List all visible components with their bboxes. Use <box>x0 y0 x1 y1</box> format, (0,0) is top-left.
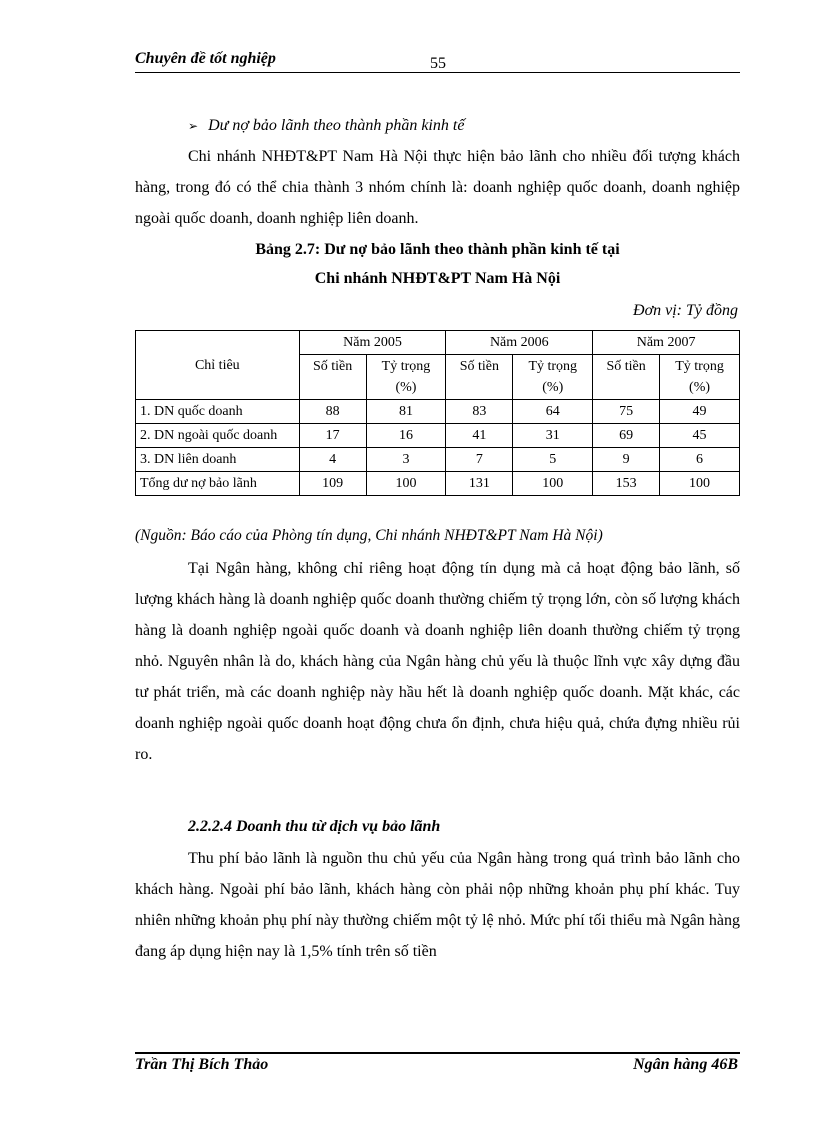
cell: 41 <box>446 424 513 448</box>
cell: 88 <box>299 400 366 424</box>
header-title: Chuyên đề tốt nghiệp <box>135 50 276 67</box>
cell: 5 <box>513 448 593 472</box>
row-label: Tổng dư nợ bảo lãnh <box>136 472 300 496</box>
cell: 17 <box>299 424 366 448</box>
cell: 69 <box>593 424 660 448</box>
header-year: Năm 2007 <box>593 331 740 355</box>
arrow-bullet-icon: ➢ <box>188 119 199 133</box>
intro-paragraph <box>135 141 740 234</box>
intro-text: Chi nhánh NHĐT&PT Nam Hà Nội thực hiện bảo lãnh cho nhiều đối tượng khách hàng, trong đó có thể chia thành 3 nhóm chính là: doanh nghiệp quốc doanh, doanh nghiệp ngoài quốc doanh, doanh nghiệp liên doanh. <box>135 148 740 227</box>
table-title-line1: Bảng 2.7: Dư nợ bảo lãnh theo thành phần kinh tế tại <box>255 241 620 258</box>
subheader-amount: Số tiền <box>593 355 660 400</box>
bullet-heading <box>188 117 464 135</box>
cell: 45 <box>660 424 740 448</box>
footer-author: Trần Thị Bích Thảo <box>135 1056 269 1073</box>
cell: 4 <box>299 448 366 472</box>
fee-paragraph <box>135 843 740 967</box>
cell: 83 <box>446 400 513 424</box>
cell: 109 <box>299 472 366 496</box>
subheader-share: Tỷ trọng (%) <box>660 355 740 400</box>
cell: 9 <box>593 448 660 472</box>
table-row <box>136 448 740 472</box>
cell: 153 <box>593 472 660 496</box>
table-header-row <box>136 331 740 355</box>
cell: 31 <box>513 424 593 448</box>
subheader-amount: Số tiền <box>446 355 513 400</box>
cell: 100 <box>660 472 740 496</box>
table-total-row <box>136 472 740 496</box>
table-row <box>136 424 740 448</box>
footer-class: Ngân hàng 46B <box>633 1056 738 1073</box>
cell: 6 <box>660 448 740 472</box>
subheader-share: Tỷ trọng (%) <box>366 355 446 400</box>
cell: 100 <box>366 472 446 496</box>
guarantee-table <box>135 330 740 496</box>
cell: 64 <box>513 400 593 424</box>
header-divider <box>135 72 740 73</box>
row-label: 1. DN quốc doanh <box>136 400 300 424</box>
cell: 16 <box>366 424 446 448</box>
footer-divider <box>135 1052 740 1054</box>
table-row <box>136 400 740 424</box>
cell: 49 <box>660 400 740 424</box>
subheader-share: Tỷ trọng (%) <box>513 355 593 400</box>
cell: 100 <box>513 472 593 496</box>
header-year: Năm 2005 <box>299 331 446 355</box>
unit-label: Đơn vị: Tỷ đồng <box>633 302 738 319</box>
bullet-heading-text: Dư nợ bảo lãnh theo thành phần kinh tế <box>208 117 465 134</box>
subheader-amount: Số tiền <box>299 355 366 400</box>
section-heading: 2.2.2.4 Doanh thu từ dịch vụ bảo lãnh <box>188 818 441 835</box>
analysis-text: Tại Ngân hàng, không chỉ riêng hoạt động tín dụng mà cả hoạt động bảo lãnh, số lượng khách hàng là doanh nghiệp quốc doanh thường chiếm tỷ trọng lớn, còn số lượng khách hàng là doanh nghiệp ngoài quốc doanh và doanh nghiệp liên doanh thường chiếm tỷ trọng nhỏ. Nguyên nhân là do, khách hàng của Ngân hàng chủ yếu là thuộc lĩnh vực xây dựng đầu tư phát triển, mà các doanh nghiệp này hầu hết là doanh nghiệp quốc doanh. Mặt khác, các doanh nghiệp ngoài quốc doanh hoạt động chưa ổn định, chưa hiệu quả, chứa đựng nhiều rủi ro. <box>135 560 740 763</box>
cell: 3 <box>366 448 446 472</box>
cell: 75 <box>593 400 660 424</box>
table-title-line2: Chi nhánh NHĐT&PT Nam Hà Nội <box>314 270 561 287</box>
cell: 131 <box>446 472 513 496</box>
row-label: 3. DN liên doanh <box>136 448 300 472</box>
cell: 7 <box>446 448 513 472</box>
row-label: 2. DN ngoài quốc doanh <box>136 424 300 448</box>
fee-text: Thu phí bảo lãnh là nguồn thu chủ yếu của Ngân hàng trong quá trình bảo lãnh cho khách hàng. Ngoài phí bảo lãnh, khách hàng còn phải nộp những khoản phụ phí khác. Tuy nhiên những khoản phụ phí này thường chiếm một tỷ lệ nhỏ. Mức phí tối thiểu mà Ngân hàng đang áp dụng hiện nay là 1,5% tính trên số tiền <box>135 850 740 960</box>
header-year: Năm 2006 <box>446 331 593 355</box>
header-indicator: Chỉ tiêu <box>136 331 300 400</box>
source-note: (Nguồn: Báo cáo của Phòng tín dụng, Chi nhánh NHĐT&PT Nam Hà Nội) <box>135 527 603 544</box>
analysis-paragraph <box>135 553 740 770</box>
cell: 81 <box>366 400 446 424</box>
page-number: 55 <box>430 55 446 72</box>
